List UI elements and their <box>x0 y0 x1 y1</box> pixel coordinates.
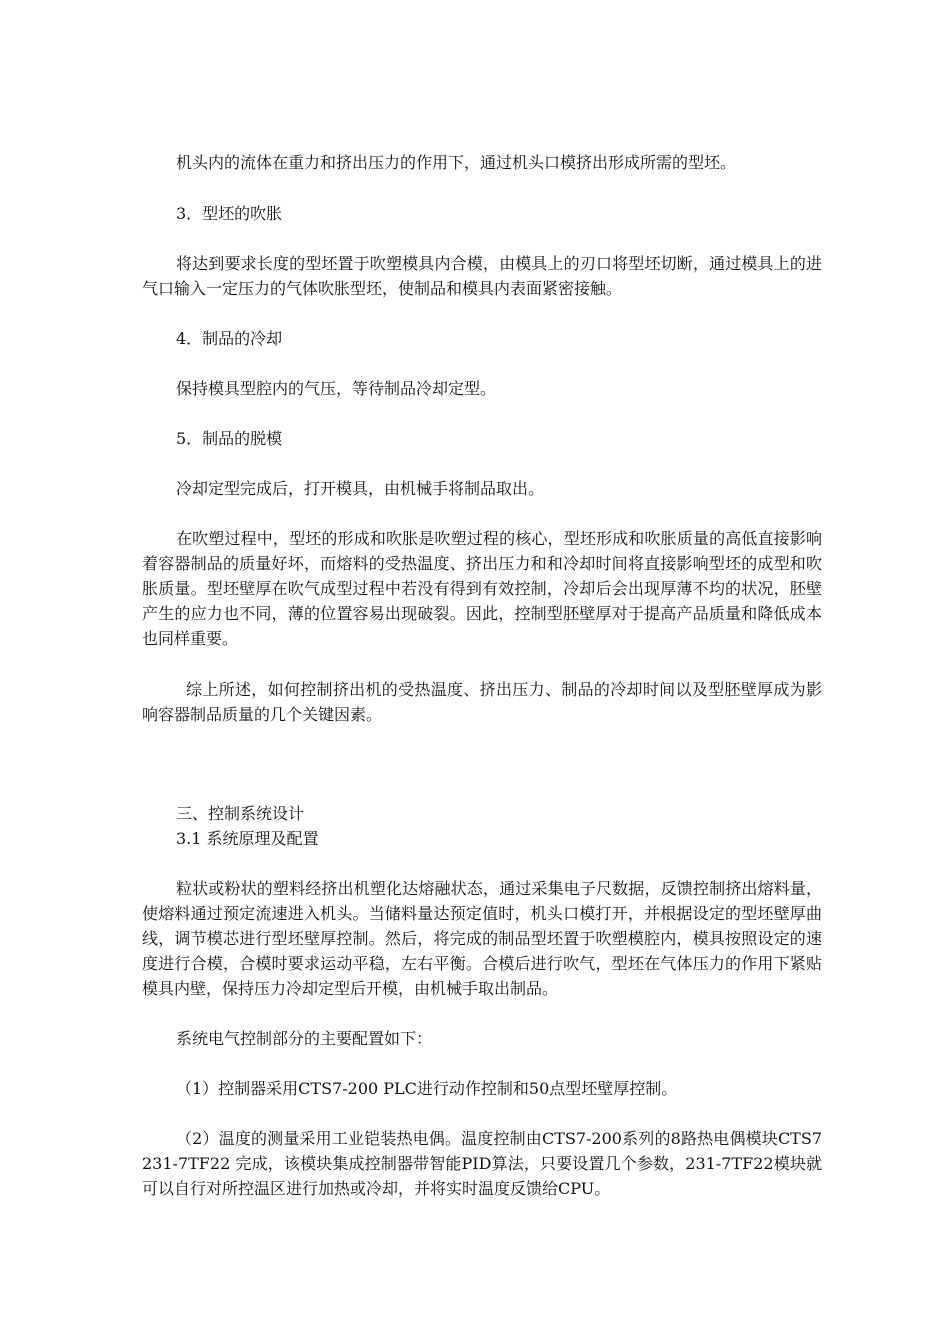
subsection-title: 3.1 系统原理及配置 <box>176 829 319 848</box>
heading-product-cooling: 4．制品的冷却 <box>176 329 283 348</box>
paragraph-blow-molding-core: 在吹塑过程中，型坯的形成和吹胀是吹塑过程的核心，型坯形成和吹胀质量的高低直接影响着容器制品的质量好坏，而熔料的受热温度、挤出压力和和冷却时间将直接影响型坯的成型和吹胀质量。型坯壁厚在吹气成型过程中若没有得到有效控制，冷却后会出现厚薄不均的状况，胚壁产生的应力也不同，薄的位置容易出现破裂。因此，控制型胚壁厚对于提高产品质量和降低成本也同样重要。 <box>142 529 822 648</box>
heading-product-demolding: 5．制品的脱模 <box>176 429 283 448</box>
paragraph-parison-inflation: 将达到要求长度的型坯置于吹塑模具内合模，由模具上的刃口将型坯切断，通过模具上的进气口输入一定压力的气体吹胀型坯，使制品和模具内表面紧密接触。 <box>142 254 822 298</box>
section-title: 三、控制系统设计 <box>176 804 305 823</box>
paragraph-config-item-2: （2）温度的测量采用工业铠装热电偶。温度控制由CTS7-200系列的8路热电偶模块CTS7 231-7TF22 完成，该模块集成控制器带智能PID算法，只要设置几个参数，231-7TF22模块就可以自行对所控温区进行加热或冷却，并将实时温度反馈给CPU。 <box>142 1129 822 1198</box>
paragraph-product-cooling: 保持模具型腔内的气压，等待制品冷却定型。 <box>176 379 497 398</box>
paragraph-product-demolding: 冷却定型完成后，打开模具，由机械手将制品取出。 <box>176 479 545 498</box>
paragraph-system-principle: 粒状或粉状的塑料经挤出机塑化达熔融状态，通过采集电子尺数据，反馈控制挤出熔料量，使熔料通过预定流速进入机头。当储料量达预定值时，机头口模打开，并根据设定的型坯壁厚曲线，调节模芯进行型坯壁厚控制。然后，将完成的制品型坯置于吹塑模腔内，模具按照设定的速度进行合模，合模时要求运动平稳，左右平衡。合模后进行吹气，型坯在气体压力的作用下紧贴模具内壁，保持压力冷却定型后开模，由机械手取出制品。 <box>142 879 822 998</box>
paragraph-parison-extrusion: 机头内的流体在重力和挤出压力的作用下，通过机头口模挤出形成所需的型坯。 <box>176 153 737 172</box>
heading-parison-inflation: 3．型坯的吹胀 <box>176 204 283 223</box>
paragraph-config-intro: 系统电气控制部分的主要配置如下： <box>176 1029 433 1048</box>
paragraph-config-item-1: （1）控制器采用CTS7-200 PLC进行动作控制和50点型坯壁厚控制。 <box>176 1079 678 1098</box>
paragraph-summary: 综上所述，如何控制挤出机的受热温度、挤出压力、制品的冷却时间以及型胚壁厚成为影响容器制品质量的几个关键因素。 <box>142 680 822 724</box>
